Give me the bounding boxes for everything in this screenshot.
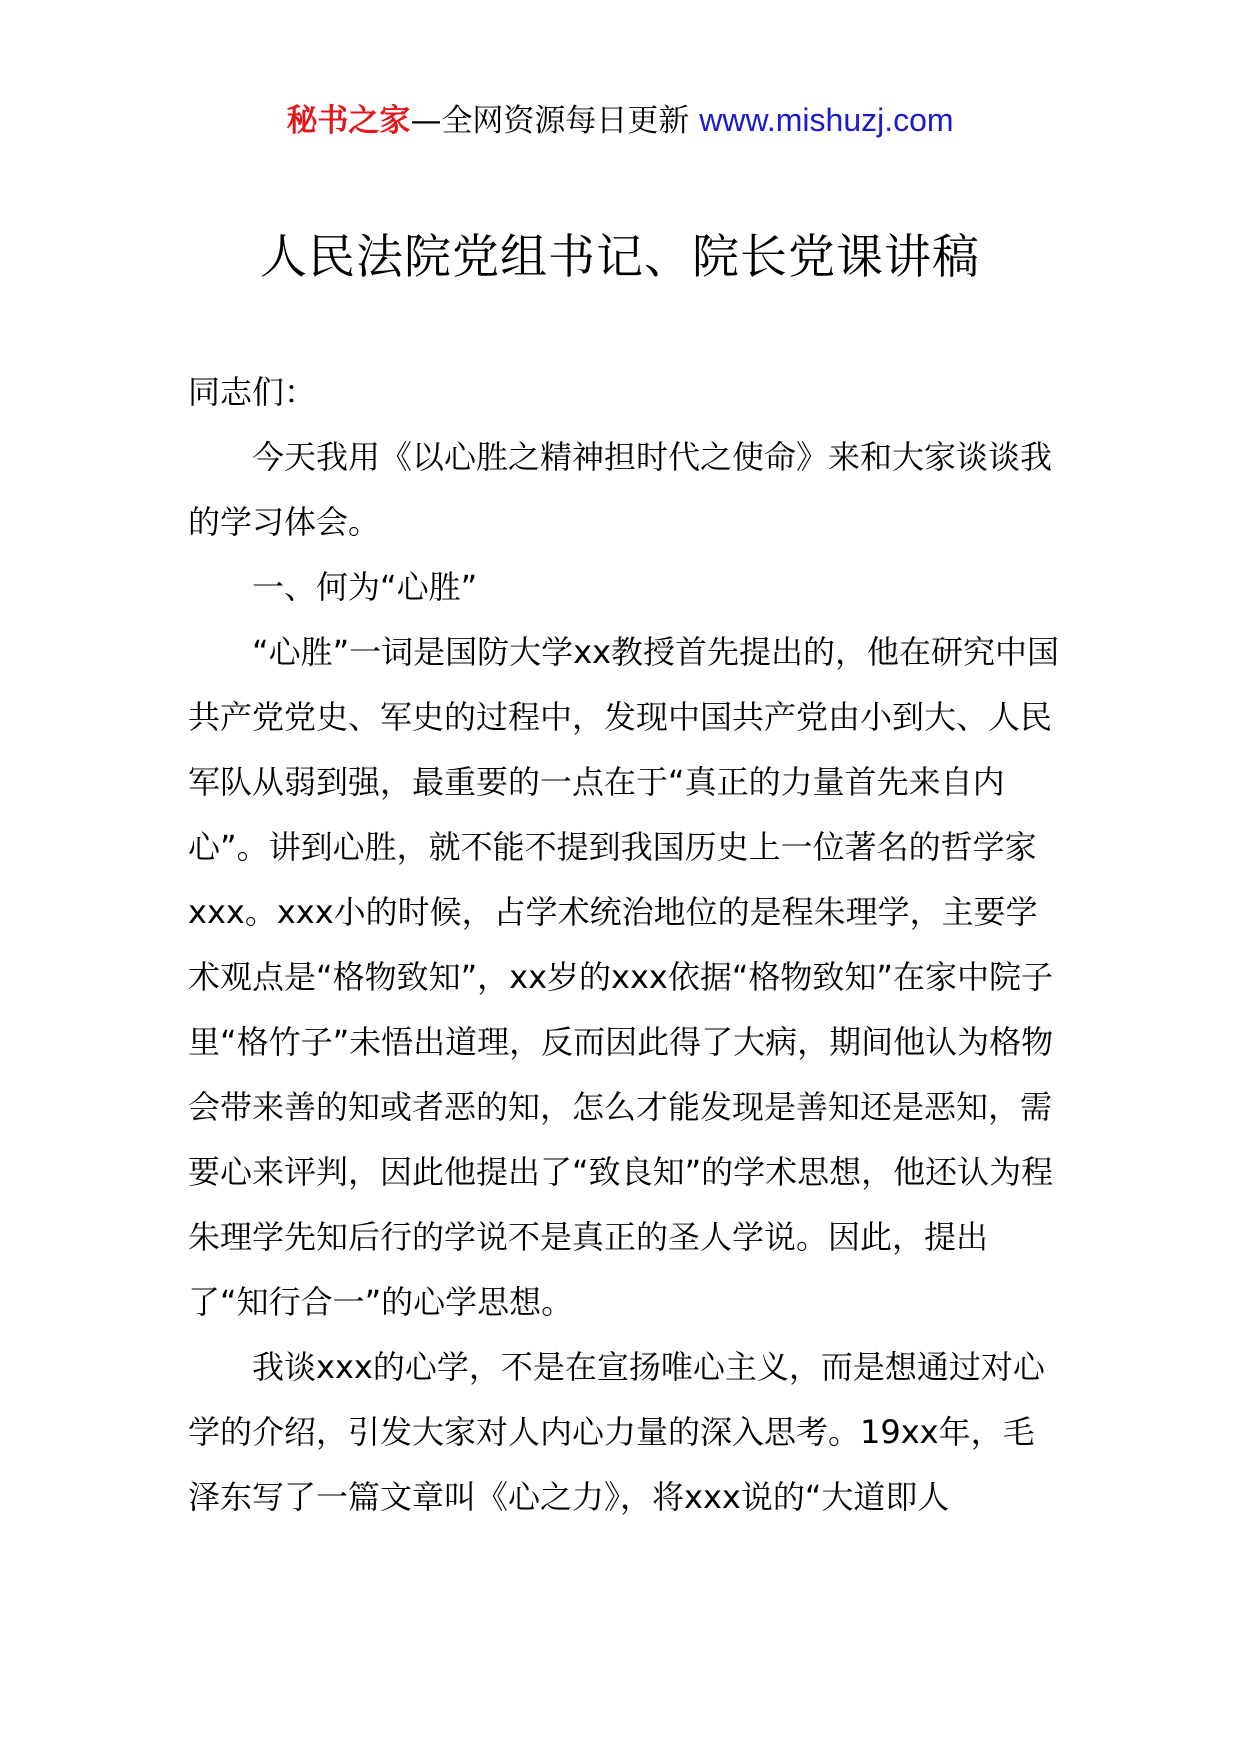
paragraph-body: 我谈xxx的心学，不是在宣扬唯心主义，而是想通过对心学的介绍，引发大家对人内心力量的深入思考。19xx年，毛泽东写了一篇文章叫《心之力》，将xxx说的“大道即人 [188, 1348, 1045, 1516]
paragraph-intro: 今天我用《以心胜之精神担时代之使命》来和大家谈谈我的学习体会。 [188, 438, 1053, 541]
site-url-link[interactable]: www.mishuzj.com [699, 102, 954, 138]
document-body [188, 360, 1060, 1530]
document-title: 人民法院党组书记、院长党课讲稿 [260, 230, 980, 285]
site-header [0, 98, 1240, 143]
section-heading: 一、何为“心胜” [252, 568, 478, 606]
site-name: 秘书之家 [286, 103, 411, 139]
paragraph-body: “心胜”一词是国防大学xx教授首先提出的，他在研究中国共产党党史、军史的过程中，发现中国共产党由小到大、人民军队从弱到强，最重要的一点在于“真正的力量首先来自内心”。讲到心胜，就不能不提到我国历史上一位著名的哲学家xxx。xxx小的时候，占学术统治地位的是程朱理学，主要学术观点是“格物致知”，xx岁的xxx依据“格物致知”在家中院子里“格竹子”未悟出道理，反而因此得了大病，期间他认为格物会带来善的知或者恶的知，怎么才能发现是善知还是恶知，需要心来评判，因此他提出了“致良知”的学术思想，他还认为程朱理学先知后行的学说不是真正的圣人学说。因此，提出了“知行合一”的心学思想。 [188, 633, 1060, 1321]
salutation: 同志们： [188, 373, 317, 411]
site-tagline: —全网资源每日更新 [410, 103, 700, 139]
